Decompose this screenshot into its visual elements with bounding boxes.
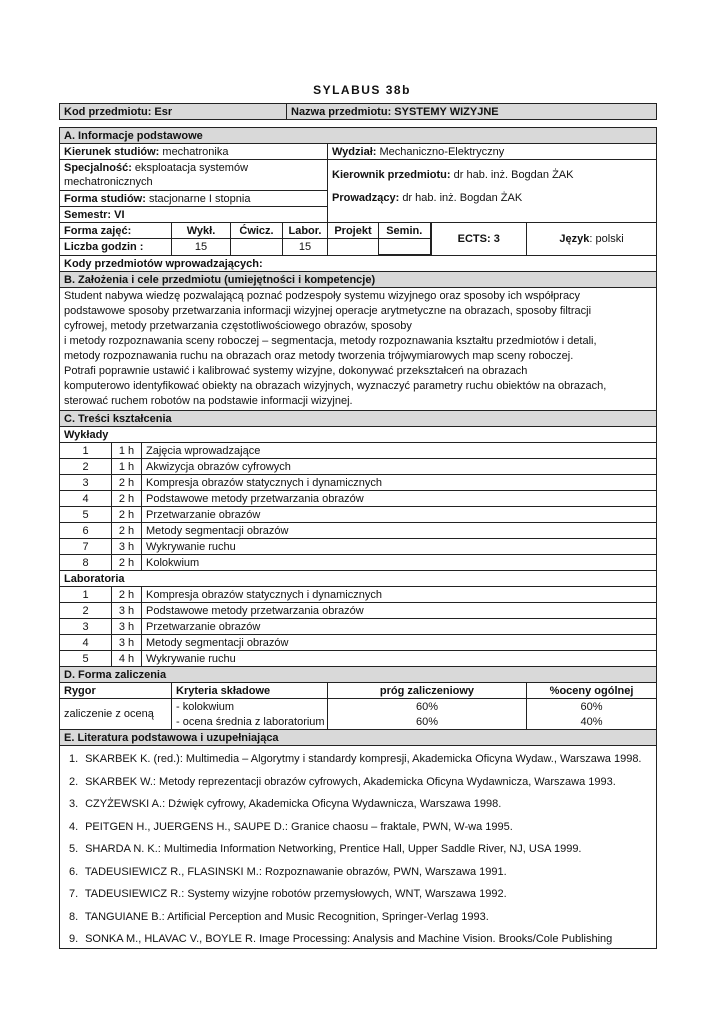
kryterium: - kolokwium <box>172 699 328 715</box>
forma-zajec-label: Forma zajęć: <box>60 223 172 239</box>
lab-row: 2 3 h Podstawowe metody przetwarzania obrazów <box>60 603 657 619</box>
literature-item: 8. TANGUIANE B.: Artificial Perception and Music Recognition, Springer-Verlag 1993. <box>69 910 489 923</box>
literature-list <box>60 746 657 949</box>
hours-semin <box>379 239 431 256</box>
lecture-row: 2 1 h Akwizycja obrazów cyfrowych <box>60 459 657 475</box>
section-b-heading: B. Założenia i cele przedmiotu (umiejętności i kompetencje) <box>60 272 657 288</box>
lecture-row: 5 2 h Przetwarzanie obrazów <box>60 507 657 523</box>
literature-item: 5. SHARDA N. K.: Multimedia Information Networking, Prentice Hall, Upper Saddle River, NJ, USA 1999. <box>69 843 582 855</box>
hours-cwicz <box>231 239 283 256</box>
lecture-row: 3 2 h Kompresja obrazów statycznych i dynamicznych <box>60 475 657 491</box>
lab-row: 1 2 h Kompresja obrazów statycznych i dynamicznych <box>60 587 657 603</box>
laboratoria-label: Laboratoria <box>60 571 657 587</box>
kody-field: Kody przedmiotów wprowadzających: <box>60 255 657 272</box>
ocena-value: 60% <box>527 699 657 715</box>
semestr-field: Semestr: VI <box>60 207 328 223</box>
col-wykl: Wykł. <box>172 223 231 239</box>
kierunek-field: Kierunek studiów: mechatronika <box>60 144 328 160</box>
liczba-godzin-label: Liczba godzin : <box>60 239 172 256</box>
col-ocena: %oceny ogólnej <box>527 683 657 699</box>
literature-item: 3. CZYŻEWSKI A.: Dźwięk cyfrowy, Akademicka Oficyna Wydawnicza, Warszawa 1998. <box>69 798 502 810</box>
literature-item: 6. TADEUSIEWICZ R., FLASINSKI M.: Rozpoznawanie obrazów, PWN, Warszawa 1991. <box>69 865 507 878</box>
forma-studiow-field: Forma studiów: stacjonarne I stopnia <box>60 191 328 207</box>
literature-item: 9. SONKA M., HLAVAC V., BOYLE R. Image Processing: Analysis and Machine Vision. Brooks/Cole Publishing <box>69 933 613 945</box>
literature-item: 1. SKARBEK K. (red.): Multimedia – Algorytmy i standardy kompresji, Akademicka Oficyna Wydaw., Warszawa 1998. <box>69 753 642 765</box>
lecture-row: 1 1 h Zajęcia wprowadzające <box>60 443 657 459</box>
section-e-heading: E. Literatura podstawowa i uzupełniająca <box>60 730 657 746</box>
lab-row: 3 3 h Przetwarzanie obrazów <box>60 619 657 635</box>
literature-item: 4. PEITGEN H., JUERGENS H., SAUPE D.: Granice chaosu – fraktale, PWN, W-wa 1995. <box>69 820 513 833</box>
lab-row: 5 4 h Wykrywanie ruchu <box>60 651 657 667</box>
lab-row: 4 3 h Metody segmentacji obrazów <box>60 635 657 651</box>
kierownik-field: Kierownik przedmiotu: dr hab. inż. Bogdan ŻAK <box>328 160 657 191</box>
subject-code: Kod przedmiotu: Esr <box>60 104 287 120</box>
kryterium: - ocena średnia z laboratorium <box>172 714 328 730</box>
subject-header-table <box>59 103 657 120</box>
literature-item: 7. TADEUSIEWICZ R.: Systemy wizyjne robotów przemysłowych, WNT, Warszawa 1992. <box>69 888 507 900</box>
col-kryteria: Kryteria składowe <box>172 683 328 699</box>
col-projekt: Projekt <box>328 223 379 239</box>
subject-name: Nazwa przedmiotu: SYSTEMY WIZYJNE <box>287 104 657 120</box>
wyklady-label: Wykłady <box>60 427 657 443</box>
section-d-heading: D. Forma zaliczenia <box>60 667 657 683</box>
col-prog: próg zaliczeniowy <box>328 683 527 699</box>
hours-projekt <box>328 239 379 256</box>
section-c-heading: C. Treści kształcenia <box>60 411 657 427</box>
col-cwicz: Ćwicz. <box>231 223 283 239</box>
document-title: SYLABUS 38b <box>313 83 411 97</box>
ocena-value: 40% <box>527 714 657 730</box>
lecture-row: 6 2 h Metody segmentacji obrazów <box>60 523 657 539</box>
section-a-heading: A. Informacje podstawowe <box>60 128 657 144</box>
ects: ECTS: 3 <box>431 223 527 256</box>
prog-value: 60% <box>328 714 527 730</box>
rygor-value: zaliczenie z oceną <box>60 699 172 730</box>
hours-wykl: 15 <box>172 239 231 256</box>
syllabus-table <box>59 127 657 949</box>
prowadzacy-field: Prowadzący: dr hab. inż. Bogdan ŻAK <box>328 191 657 223</box>
specjalnosc-field: Specjalność: eksploatacja systemów mechatronicznych <box>60 160 328 191</box>
wydzial-field: Wydział: Mechaniczno-Elektryczny <box>328 144 657 160</box>
jezyk: Język: polski <box>527 223 657 256</box>
section-b-text: Student nabywa wiedzę pozwalającą poznać podzespoły systemu wizyjnego oraz sposoby ich współpracy podstawowe sposoby przetwarzania informacji wizyjnej operacje arytmetyczne na obrazach, sposoby filtracji cyfrowej, metody przetwarzania częstotliwościowego obrazów, sposoby i metody rozpoznawania sceny roboczej – segmentacja, metody rozpoznawania kształtu przedmiotów i detali, metody rozpoznawania ruchu na obrazach oraz metody tworzenia trójwymiarowych map sceny roboczej. Potrafi poprawnie ustawić i kalibrować systemy wizyjne, dokonywać przekształceń na obrazach komputerowo identyfikować obiekty na obrazach wizyjnych, wyznaczyć parametry ruchu obiektów na obrazach, sterować ruchem robotów na podstawie informacji wizyjnej. <box>60 288 657 411</box>
col-semin: Semin. <box>379 223 431 239</box>
col-labor: Labor. <box>283 223 328 239</box>
lecture-row: 7 3 h Wykrywanie ruchu <box>60 539 657 555</box>
lecture-row: 8 2 h Kolokwium <box>60 555 657 571</box>
col-rygor: Rygor <box>60 683 172 699</box>
hours-labor: 15 <box>283 239 328 256</box>
lecture-row: 4 2 h Podstawowe metody przetwarzania obrazów <box>60 491 657 507</box>
literature-item: 2. SKARBEK W.: Metody reprezentacji obrazów cyfrowych, Akademicka Oficyna Wydawnicza, Warszawa 1993. <box>69 775 616 788</box>
prog-value: 60% <box>328 699 527 715</box>
